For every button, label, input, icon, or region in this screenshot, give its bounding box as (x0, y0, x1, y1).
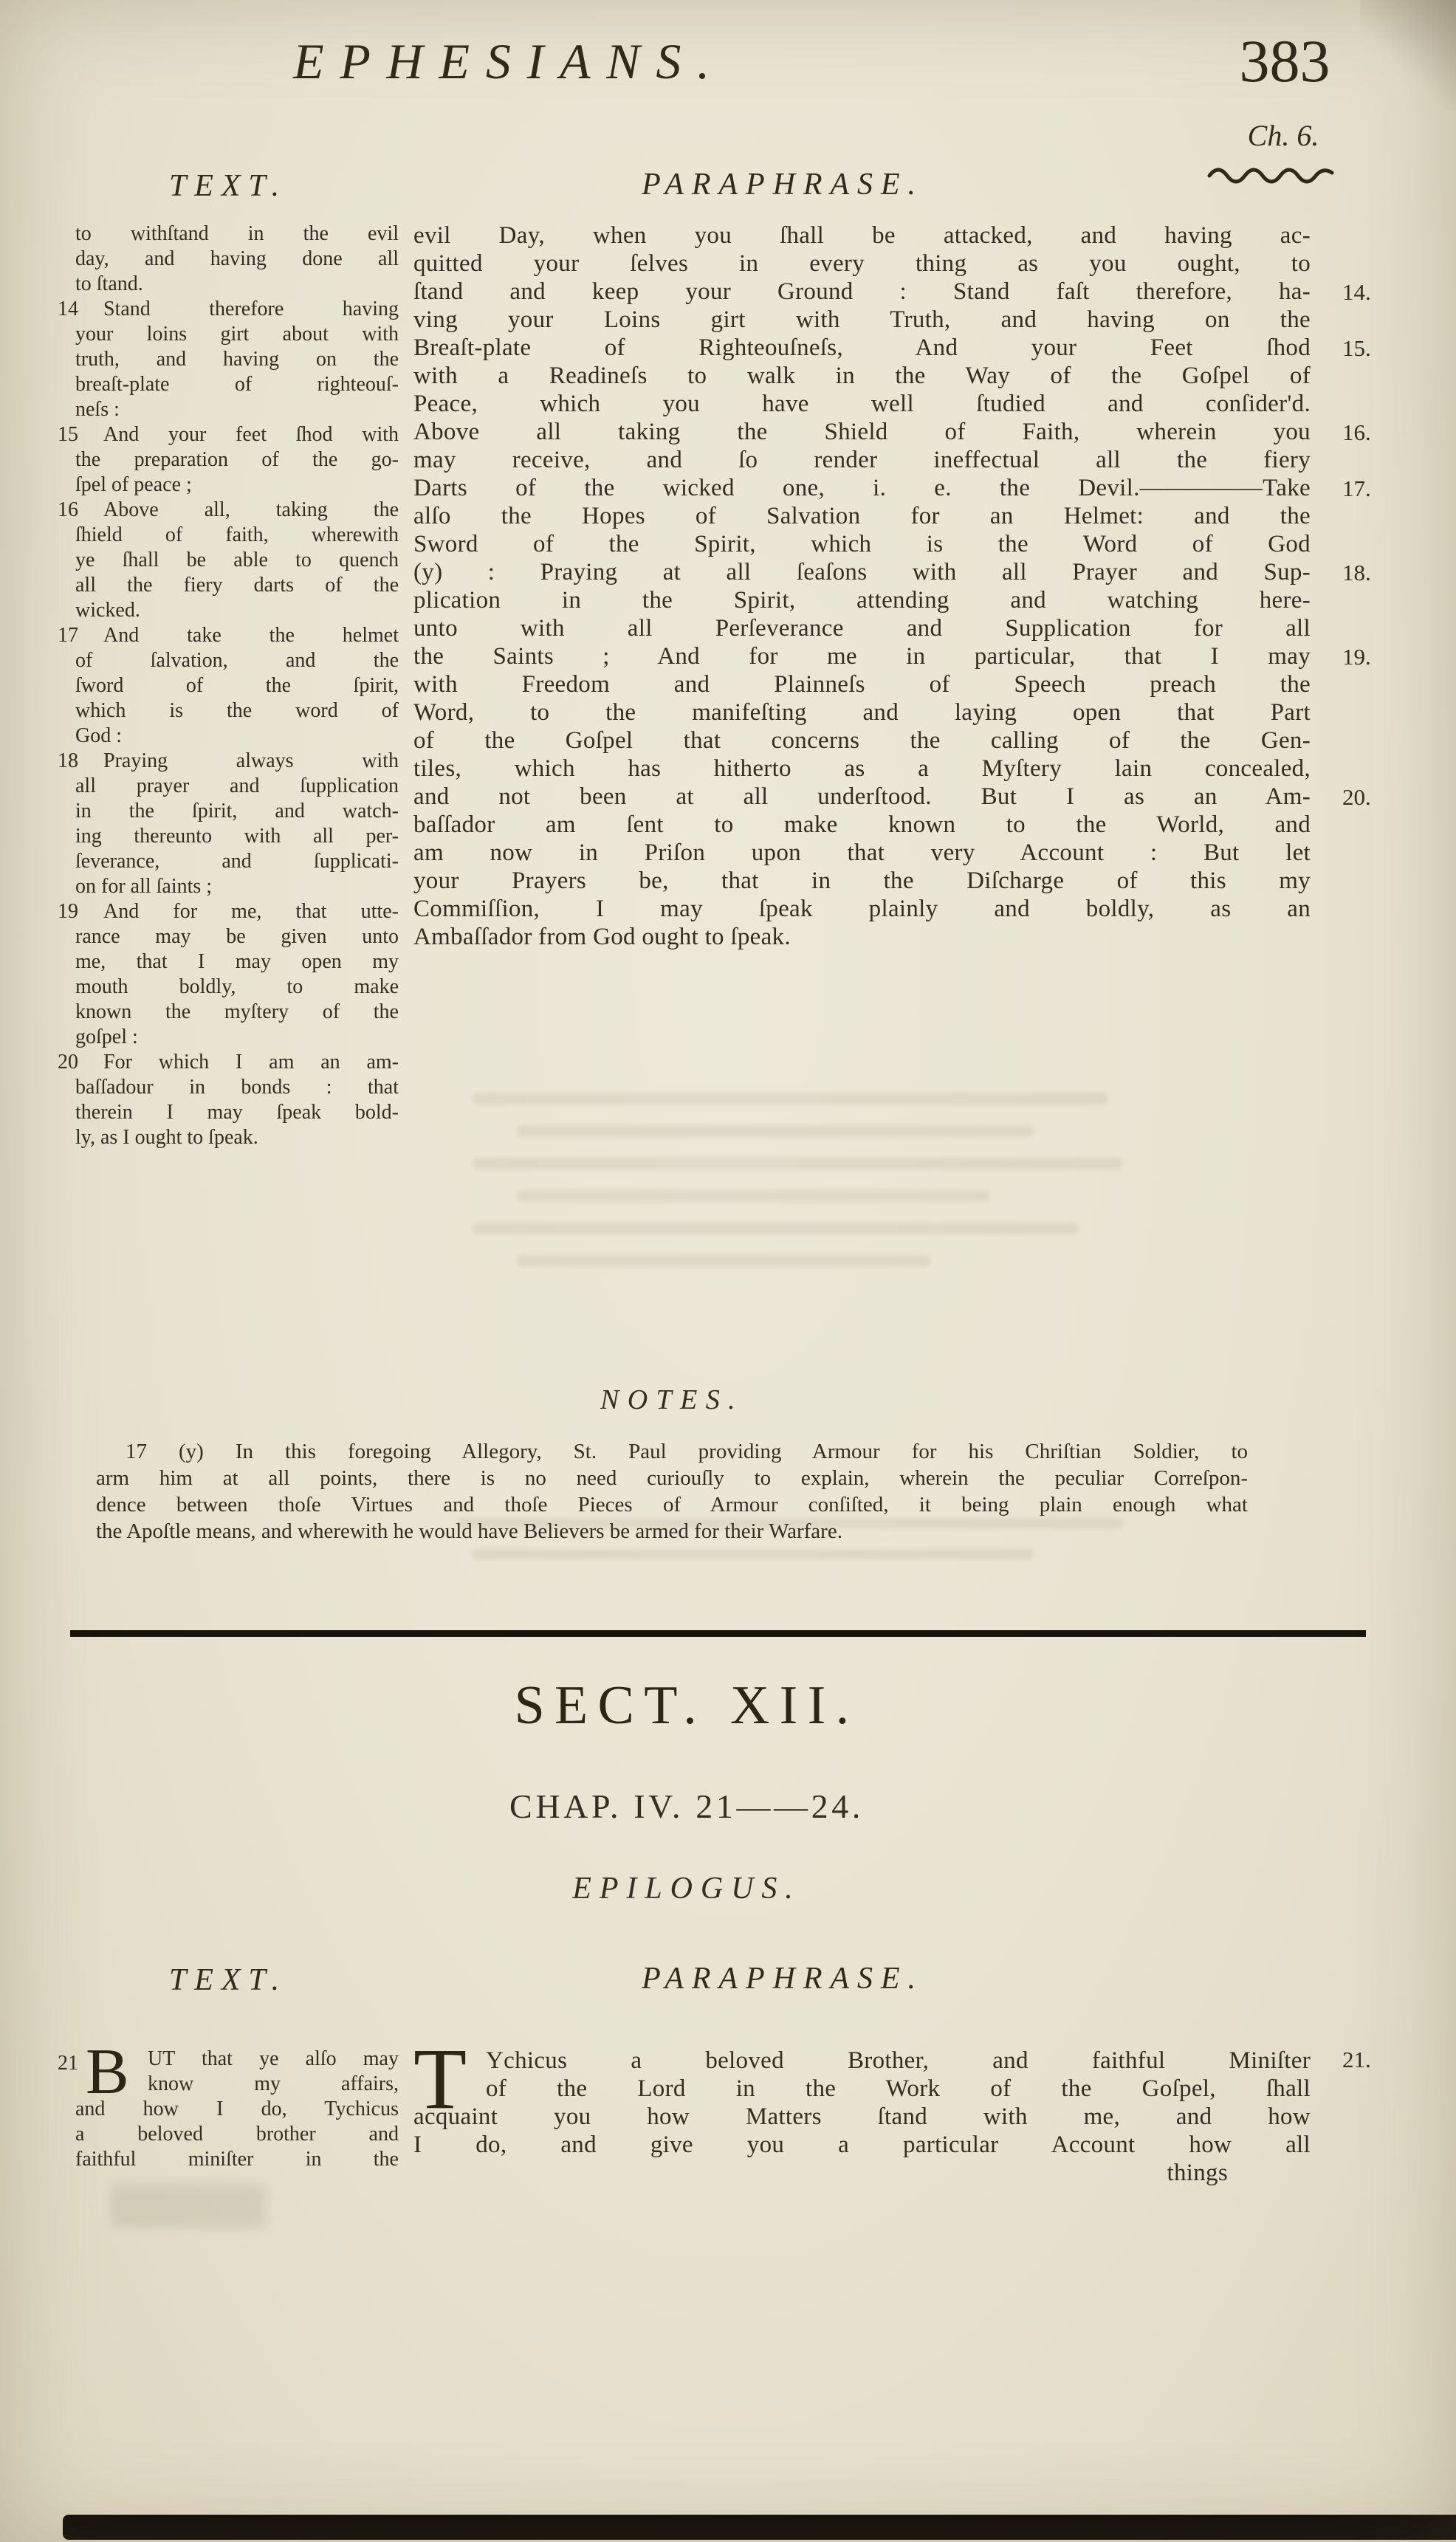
text-line: on for all ſaints ; (75, 875, 213, 898)
text-line: tiles, which has hitherto as a Myſtery lain concealed, (413, 755, 1311, 782)
text-line: of the Lord in the Work of the Goſpel, ſhall (486, 2075, 1311, 2102)
verse-number: 21 (58, 2052, 78, 2075)
page-showthrough (473, 1093, 1108, 1105)
text-line: of the Goſpel that concerns the calling of the Gen- (413, 727, 1311, 754)
margin-verse-number: 16. (1342, 419, 1371, 445)
verse-number: 19 (58, 900, 78, 923)
text-line: Breaſt-plate of Righteouſneſs, And your Feet ſhod (413, 334, 1311, 361)
text-line: truth, and having on the (75, 348, 399, 371)
text-line: your loins girt about with (75, 323, 399, 346)
section-title: SECT. XII. (514, 1675, 859, 1736)
catchword: things (1167, 2160, 1228, 2186)
verse-number: 20 (58, 1051, 78, 1074)
text-line: ving your Loins girt with Truth, and having on the (413, 306, 1311, 333)
text-line: I do, and give you a particular Account how all (413, 2131, 1311, 2158)
text-line: wicked. (75, 599, 140, 622)
text-line: Word, to the manifeſting and laying open that Part (413, 699, 1311, 726)
text-line: ſhield of faith, wherewith (75, 523, 399, 546)
text-column (58, 221, 399, 1150)
text-line: ye ſhall be able to quench (75, 549, 399, 571)
scan-edge-bar (63, 2515, 1456, 2540)
page-number: 383 (1239, 27, 1330, 95)
text-line: ing thereunto with all per- (75, 825, 399, 848)
paraphrase-column-header: PARAPHRASE. (642, 1962, 924, 1996)
verse-number: 14 (58, 298, 78, 320)
text-line: your Prayers be, that in the Diſcharge of this my (413, 868, 1311, 894)
text-line: of ſalvation, and the (75, 649, 399, 672)
text-line: 17 And take the helmet (58, 624, 399, 647)
verse-number: 16 (58, 498, 78, 521)
text-line: alſo the Hopes of Salvation for an Helmet: and the (413, 503, 1311, 529)
text-line: 17 (y) In this foregoing Allegory, St. Paul providing Armour for his Chriſtian Soldier, to (126, 1440, 1248, 1463)
verse-number: 15 (58, 423, 78, 446)
text-column-header: TEXT. (168, 169, 287, 203)
notes-header: NOTES. (600, 1384, 744, 1415)
text-line: (y) : Praying at all ſeaſons with all Prayer and Sup- (413, 559, 1311, 585)
page-showthrough (473, 1158, 1122, 1169)
text-line: Darts of the wicked one, i. e. the Devil.—————Take (413, 475, 1311, 501)
margin-verse-number: 19. (1342, 644, 1371, 670)
paraphrase-column-header: PARAPHRASE. (642, 168, 924, 202)
drop-cap: B (86, 2036, 129, 2108)
paraphrase-column (413, 2030, 1311, 2187)
epilogus-heading: EPILOGUS. (572, 1872, 801, 1906)
text-lines (58, 2036, 399, 2172)
text-line: mouth boldly, to make (75, 975, 399, 998)
text-line: plication in the Spirit, attending and watching here- (413, 587, 1311, 614)
text-line: ſeverance, and ſupplicati- (75, 850, 399, 873)
text-line: baſſadour in bonds : that (75, 1076, 399, 1099)
text-line: 20 For which I am an am- (58, 1051, 399, 1074)
page-showthrough (517, 1125, 1034, 1137)
text-line: faithful miniſter in the (75, 2148, 399, 2171)
text-line: goſpel : (75, 1026, 138, 1048)
text-line: rance may be given unto (75, 925, 399, 948)
text-line: dence between thoſe Virtues and thoſe Pieces of Armour conſiſted, it being plain enough what (96, 1493, 1248, 1516)
text-line: the Saints ; And for me in particular, that I may (413, 643, 1311, 670)
text-line: and how I do, Tychicus (75, 2098, 399, 2120)
text-line: evil Day, when you ſhall be attacked, and having ac- (413, 222, 1311, 249)
page-corner-shadow (1360, 0, 1456, 111)
text-line: the Apoſtle means, and wherewith he would have Believers be armed for their Warfare. (96, 1519, 842, 1543)
page-showthrough (517, 1190, 989, 1202)
margin-verse-number: 14. (1342, 279, 1371, 305)
drop-cap: T (413, 2030, 467, 2127)
text-line: 14 Stand therefore having (58, 298, 399, 320)
text-line: Sword of the Spirit, which is the Word of God (413, 531, 1311, 557)
text-line: all the fiery darts of the (75, 574, 399, 597)
page-showthrough (473, 1223, 1078, 1234)
text-line: Peace, which you have well ſtudied and conſider'd. (413, 391, 1311, 417)
paraphrase-lines (413, 2030, 1311, 2159)
text-line: know my affairs, (148, 2072, 399, 2095)
text-line: known the myſtery of the (75, 1000, 399, 1023)
text-line: with Freedom and Plainneſs of Speech preach the (413, 671, 1311, 698)
text-line: and not been at all underſtood. But I as an Am- (413, 783, 1311, 810)
text-line: am now in Priſon upon that very Account : But let (413, 839, 1311, 866)
text-line: with a Readineſs to walk in the Way of the Goſpel of (413, 363, 1311, 389)
text-line: to withſtand in the evil (75, 222, 399, 245)
text-line: therein I may ſpeak bold- (75, 1101, 399, 1124)
text-line: in the ſpirit, and watch- (75, 800, 399, 822)
text-line: which is the word of (75, 699, 399, 722)
section-divider-rule (70, 1630, 1366, 1637)
text-line: neſs : (75, 398, 120, 421)
chapter-verse-range: CHAP. IV. 21——24. (509, 1787, 864, 1825)
text-line: Ambaſſador from God ought to ſpeak. (413, 924, 791, 950)
page-showthrough (517, 1255, 930, 1267)
page-title: EPHESIANS. (293, 33, 726, 89)
text-line: day, and having done all (75, 247, 399, 270)
text-line: ly, as I ought to ſpeak. (75, 1126, 258, 1149)
text-line: 18 Praying always with (58, 749, 399, 772)
text-column-header: TEXT. (168, 1963, 287, 1997)
text-line: baſſador am ſent to make known to the World, and (413, 811, 1311, 838)
text-line: Ychicus a beloved Brother, and faithful Miniſter (486, 2047, 1311, 2074)
margin-verse-number: 17. (1342, 475, 1371, 501)
text-line: God : (75, 724, 122, 747)
wavy-rule-ornament-icon (1205, 161, 1345, 186)
text-line: to ſtand. (75, 272, 143, 295)
chapter-label: Ch. 6. (1247, 119, 1319, 152)
verse-number: 18 (58, 749, 78, 772)
text-line: arm him at all points, there is no need curiouſly to explain, wherein the peculiar Correſpon- (96, 1466, 1248, 1490)
margin-verse-number: 20. (1342, 784, 1371, 810)
text-line: 19 And for me, that utte- (58, 900, 399, 923)
text-line: 15 And your feet ſhod with (58, 423, 399, 446)
margin-verse-number: 21. (1342, 2047, 1371, 2072)
text-line: Above all taking the Shield of Faith, wherein you (413, 419, 1311, 445)
paraphrase-column (413, 221, 1311, 951)
verse-number: 17 (58, 624, 78, 647)
notes-body (96, 1438, 1248, 1545)
text-line: UT that ye alſo may (148, 2047, 399, 2070)
text-line: ſpel of peace ; (75, 473, 192, 496)
page-showthrough (473, 1549, 1034, 1559)
text-line: unto with all Perſeverance and Supplication for all (413, 615, 1311, 642)
text-line: acquaint you how Matters ſtand with me, and how (413, 2103, 1311, 2130)
text-line: ſword of the ſpirit, (75, 674, 399, 697)
margin-verse-number: 18. (1342, 560, 1371, 585)
text-line: 16 Above all, taking the (58, 498, 399, 521)
text-line: breaſt-plate of righteouſ- (75, 373, 399, 396)
text-line: may receive, and ſo render ineffectual all the fiery (413, 447, 1311, 473)
text-line: Commiſſion, I may ſpeak plainly and boldly, as an (413, 896, 1311, 922)
page-showthrough (111, 2184, 266, 2228)
text-column (58, 2036, 399, 2172)
text-line: quitted your ſelves in every thing as you ought, to (413, 250, 1311, 277)
text-line: me, that I may open my (75, 950, 399, 973)
text-line: ſtand and keep your Ground : Stand faſt therefore, ha- (413, 278, 1311, 305)
text-line: a beloved brother and (75, 2123, 399, 2146)
margin-verse-number: 15. (1342, 335, 1371, 361)
text-line: the preparation of the go- (75, 448, 399, 471)
text-line: all prayer and ſupplication (75, 774, 399, 797)
